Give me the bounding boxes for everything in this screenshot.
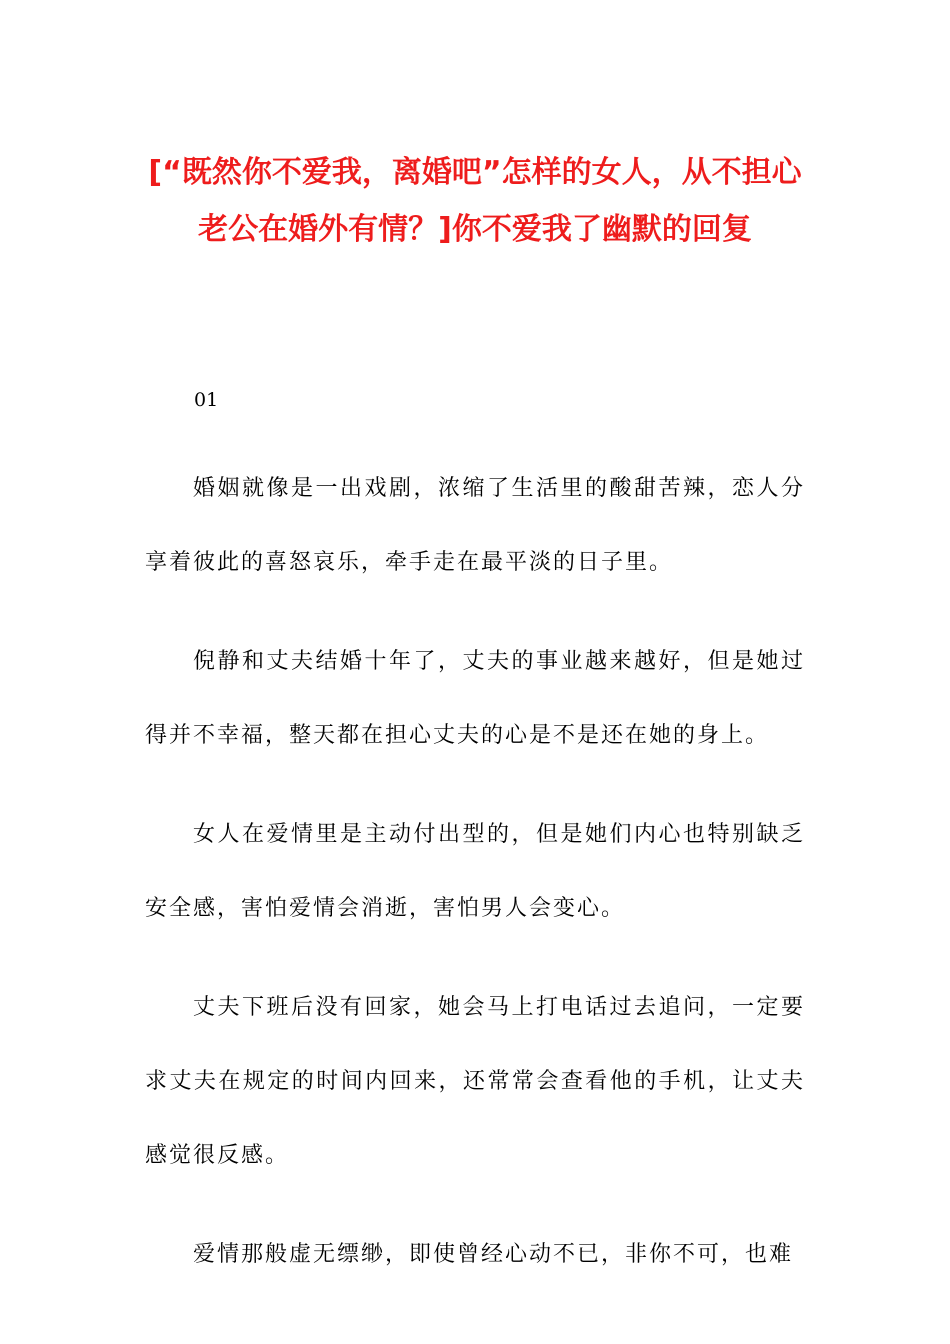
document-body [145, 452, 805, 1317]
paragraph: 婚姻就像是一出戏剧，浓缩了生活里的酸甜苦辣，恋人分享着彼此的喜怒哀乐，牵手走在最平淡的日子里。 [145, 476, 805, 575]
paragraph: 丈夫下班后没有回家，她会马上打电话过去追问，一定要求丈夫在规定的时间内回来，还常常会查看他的手机，让丈夫感觉很反感。 [145, 995, 805, 1168]
section-number: 01 [194, 389, 219, 411]
document-title: [“既然你不爱我，离婚吧”怎样的女人，从不担心老公在婚外有情？]你不爱我了幽默的回复 [148, 155, 802, 247]
paragraph: 倪静和丈夫结婚十年了，丈夫的事业越来越好，但是她过得并不幸福，整天都在担心丈夫的心是不是还在她的身上。 [145, 649, 805, 748]
paragraph: 女人在爱情里是主动付出型的，但是她们内心也特别缺乏安全感，害怕爱情会消逝，害怕男人会变心。 [145, 822, 805, 921]
paragraph: 爱情那般虚无缥缈，即使曾经心动不已，非你不可，也难 [193, 1242, 794, 1267]
